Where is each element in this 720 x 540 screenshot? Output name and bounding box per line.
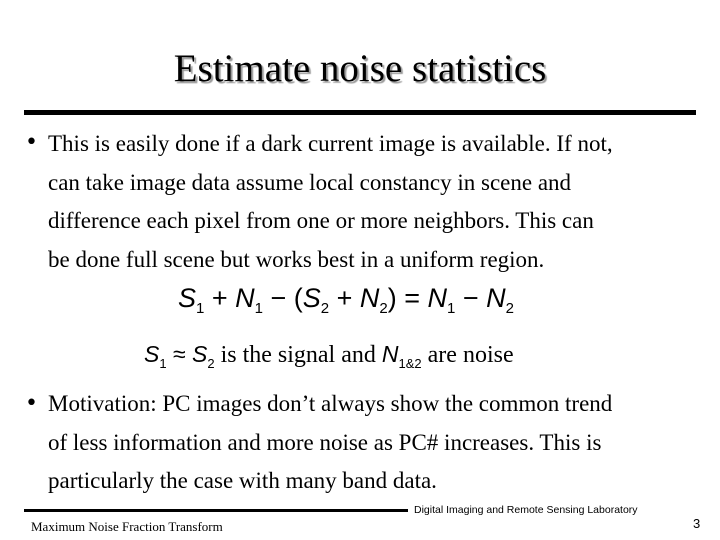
equation-difference: $S_1 + N_1 - (S_2 + N_2) = N_1 - N_2$	[178, 283, 514, 317]
bullet-2-line-3: particularly the case with many band data.	[48, 468, 437, 493]
equation-signal-noise: $S_1 \approx S_2$ is the signal and $N_{1\&2}$ are noise	[144, 341, 514, 371]
bullet-paragraph-1	[48, 125, 698, 279]
footer-lab-name: Digital Imaging and Remote Sensing Laboratory	[414, 504, 638, 516]
title-divider	[24, 110, 696, 115]
bullet-icon: •	[25, 391, 38, 416]
slide-title: Estimate noise statistics	[173, 47, 547, 90]
bullet-icon: •	[25, 130, 38, 155]
bullet-2-line-2: of less information and more noise as PC# increases. This is	[48, 429, 602, 455]
footer-divider	[24, 509, 408, 512]
bullet-1-line-2: can take image data assume local constancy in scene and	[48, 169, 572, 195]
bullet-2-line-1: Motivation: PC images don’t always show the common trend	[48, 391, 613, 416]
bullet-1-line-3: difference each pixel from one or more neighbors. This can	[48, 208, 594, 233]
bullet-1-line-1: This is easily done if a dark current image is available. If not,	[48, 131, 613, 156]
bullet-1-line-4: be done full scene but works best in a uniform region.	[48, 246, 545, 272]
page-number: 3	[693, 516, 701, 531]
bullet-paragraph-2	[48, 385, 698, 501]
footer-presentation-title: Maximum Noise Fraction Transform	[31, 519, 223, 534]
